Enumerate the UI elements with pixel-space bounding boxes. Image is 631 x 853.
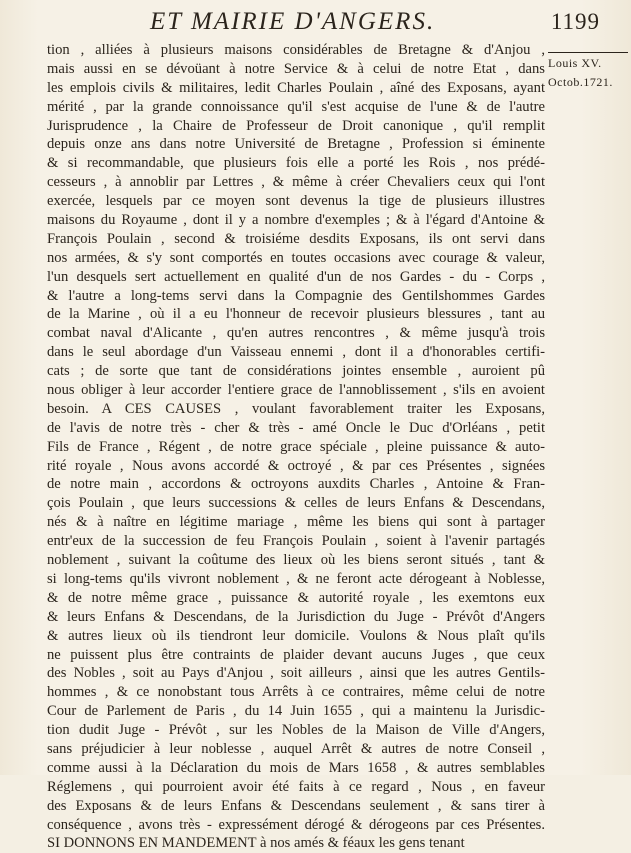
- text-line: maisons du Royaume , dont il y a nombre d'exemples ; & à l'égard d'Antoine &: [47, 212, 545, 229]
- text-line: SI DONNONS EN MANDEMENT à nos amés & féaux les gens tenant: [47, 835, 465, 852]
- text-line: nés & à naître en légitime mariage , même les biens qui sont à partager: [47, 514, 545, 531]
- text-line: Réglemens , qui pourroient avoir été faits à ce regard , Nous , en faveur: [47, 778, 545, 795]
- text-line: Jurisprudence , la Chaire de Professeur de Droit canonique , qu'il remplit: [47, 117, 545, 134]
- text-line: François Poulain , second & troisiéme desdits Exposans, ils ont servi dans: [47, 230, 545, 247]
- text-line: conséquence , avons très - expressément dérogé & dérogeons par ces Présentes.: [47, 816, 545, 833]
- margin-note-reign: Louis XV.: [548, 52, 628, 73]
- text-line: comme aussi à la Déclaration du mois de Mars 1658 , & autres semblables: [47, 759, 545, 776]
- text-line: Cour de Parlement de Paris , du 14 Juin 1655 , qui a maintenu la Jurisdic-: [47, 703, 545, 720]
- page-number: 1199: [550, 9, 600, 34]
- text-line: de la Marine , où il a eu l'honneur de recevoir plusieurs blessures , tant au: [47, 306, 545, 323]
- text-line: & l'autre a long-tems servi dans la Compagnie des Gentilshommes Gardes: [47, 287, 545, 304]
- text-line: entr'eux de la succession de feu François Poulain , soient à l'avenir partagés: [47, 533, 545, 550]
- text-line: nos armées, & s'y sont comportés en toutes occasions avec courage & valeur,: [47, 249, 545, 266]
- text-line: mais aussi en se dévoüant à notre Service & à celui de notre Etat , dans: [47, 60, 545, 77]
- text-line: des Exposans & de leurs Enfans & Descendans seulement , & sans tirer à: [47, 797, 545, 814]
- text-line: noblement , suivant la coûtume des lieux où les biens seront situés , tant &: [47, 552, 545, 569]
- text-line: & de notre même grace , puissance & autorité royale , les exemtons eux: [47, 589, 545, 606]
- text-line: & si recommandable, que plusieurs fois elle a porté les Rois , nos prédé-: [47, 155, 545, 172]
- text-line: depuis onze ans dans notre Université de Bretagne , Profession si éminente: [47, 136, 545, 153]
- text-line: les emplois civils & militaires, ledit Charles Poulain , aîné des Exposans, ayant: [47, 79, 545, 96]
- text-line: tion dudit Juge - Prévôt , sur les Nobles de la Maison de Ville d'Angers,: [47, 722, 545, 739]
- body-text: [47, 41, 545, 853]
- text-line: si long-tems qu'ils vivront noblement , & ne feront acte dérogeant à Noblesse,: [47, 570, 545, 587]
- text-line: Fils de France , Régent , de notre grace spéciale , pleine puissance & auto-: [47, 438, 545, 455]
- text-line: exercée, lesquels par ce moyen sont devenus la tige de plusieurs illustres: [47, 193, 545, 210]
- text-line: dans le seul abordage d'un Vaisseau ennemi , dont il a d'honorables certifi-: [47, 344, 545, 361]
- text-line: & leurs Enfans & Descendans, de la Jurisdiction du Juge - Prévôt d'Angers: [47, 608, 545, 625]
- margin-note: [548, 52, 628, 92]
- text-line: ne puissent plus être contraints de plaider devant aucuns Juges , que ceux: [47, 646, 545, 663]
- page-header: [150, 8, 610, 38]
- text-line: rité royale , Nous avons accordé & octroyé , & par ces Présentes , signées: [47, 457, 545, 474]
- text-line: çois Poulain , que leurs successions & celles de leurs Enfans & Descendans,: [47, 495, 545, 512]
- text-line: de notre main , accordons & octroyons auxdits Charles , Antoine & Fran-: [47, 476, 545, 493]
- text-line: tion , alliées à plusieurs maisons considérables de Bretagne & d'Anjou ,: [47, 42, 545, 58]
- text-line: des Nobles , soit au Pays d'Anjou , soit ailleurs , ainsi que les autres Gentils-: [47, 665, 545, 682]
- text-line: cats ; de sorte que tant de considérations jointes ensemble , auroient pû: [47, 363, 545, 380]
- text-line: mérité , par la grande connoissance qu'il s'est acquise de l'une & de l'autre: [47, 98, 545, 115]
- text-line: l'un desquels sert actuellement en qualité d'un de nos Gardes - du - Corps ,: [47, 268, 545, 285]
- text-line: nous obliger à leur accorder l'entiere grace de l'annoblissement , s'ils en avoient: [47, 382, 545, 399]
- text-line: combat naval d'Alicante , qu'en autres rencontres , & même jusqu'à trois: [47, 325, 545, 342]
- text-line: hommes , & ce nonobstant tous Arrêts à ce contraires, même celui de notre: [47, 684, 545, 701]
- margin-note-date: Octob.1721.: [548, 75, 613, 89]
- text-line: cesseurs , à annoblir par Lettres , & même à créer Chevaliers ceux qui l'ont: [47, 174, 545, 191]
- text-line: besoin. A CES CAUSES , voulant favorablement traiter les Exposans,: [47, 400, 545, 417]
- running-title: ET MAIRIE D'ANGERS.: [150, 8, 436, 35]
- text-line: de l'avis de notre très - cher & très - amé Oncle le Duc d'Orléans , petit: [47, 419, 545, 436]
- text-line: & autres lieux où ils tiendront leur domicile. Voulons & Nous plaît qu'ils: [47, 627, 545, 644]
- text-line: sans préjudicier à leur noblesse , auquel Arrêt & autres de notre Conseil ,: [47, 740, 545, 757]
